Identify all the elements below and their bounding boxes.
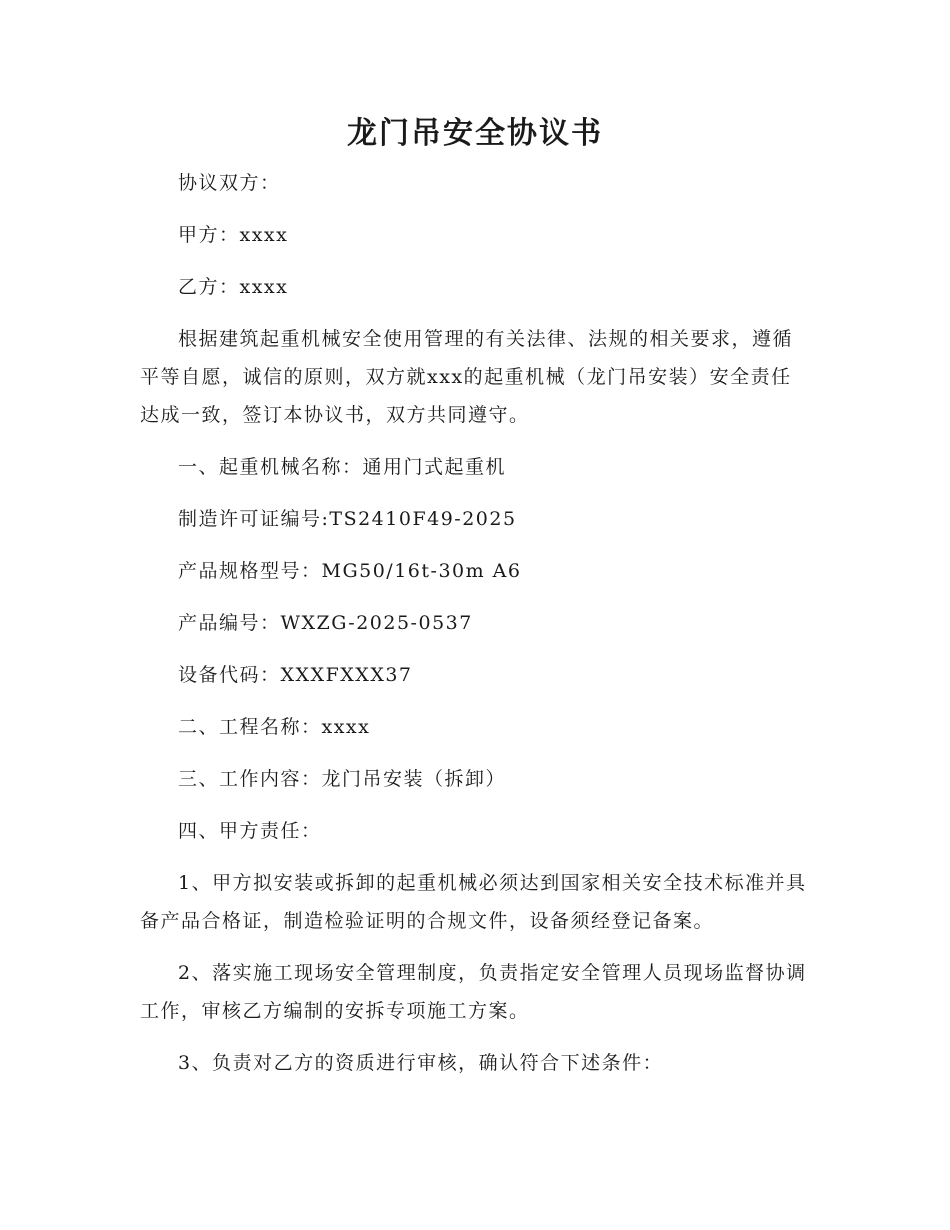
paragraph-machine-name: 一、起重机械名称：通用门式起重机 bbox=[178, 456, 507, 478]
paragraph-product-number: 产品编号：WXZG-2025-0537 bbox=[178, 612, 473, 634]
paragraph-model: 产品规格型号：MG50/16t-30m A6 bbox=[178, 560, 522, 582]
paragraph-party-a: 甲方：xxxx bbox=[178, 224, 289, 246]
paragraph-party-b: 乙方：xxxx bbox=[178, 276, 289, 298]
paragraph-project-name: 二、工程名称：xxxx bbox=[178, 716, 371, 738]
paragraph-work-content: 三、工作内容：龙门吊安装（拆卸） bbox=[178, 768, 507, 790]
paragraph-device-code: 设备代码：XXXFXXX37 bbox=[178, 664, 413, 686]
paragraph-duty-3: 3、负责对乙方的资质进行审核，确认符合下述条件： bbox=[178, 1052, 664, 1074]
paragraph-party-a-duties-heading: 四、甲方责任： bbox=[178, 820, 322, 842]
paragraph-duty-1: 1、甲方拟安装或拆卸的起重机械必须达到国家相关安全技术标准并具备产品合格证，制造检验证明的合规文件，设备须经登记备案。 bbox=[140, 872, 807, 932]
paragraph-license-number: 制造许可证编号:TS2410F49-2025 bbox=[178, 508, 517, 530]
paragraph-parties-heading: 协议双方： bbox=[178, 172, 281, 194]
paragraph-preamble: 根据建筑起重机械安全使用管理的有关法律、法规的相关要求，遵循平等自愿，诚信的原则，双方就xxx的起重机械（龙门吊安装）安全责任达成一致，签订本协议书，双方共同遵守。 bbox=[140, 328, 794, 426]
paragraph-duty-2: 2、落实施工现场安全管理制度，负责指定安全管理人员现场监督协调工作，审核乙方编制的安拆专项施工方案。 bbox=[140, 962, 807, 1022]
document-title: 龙门吊安全协议书 bbox=[347, 116, 603, 151]
document-body bbox=[140, 164, 810, 1096]
